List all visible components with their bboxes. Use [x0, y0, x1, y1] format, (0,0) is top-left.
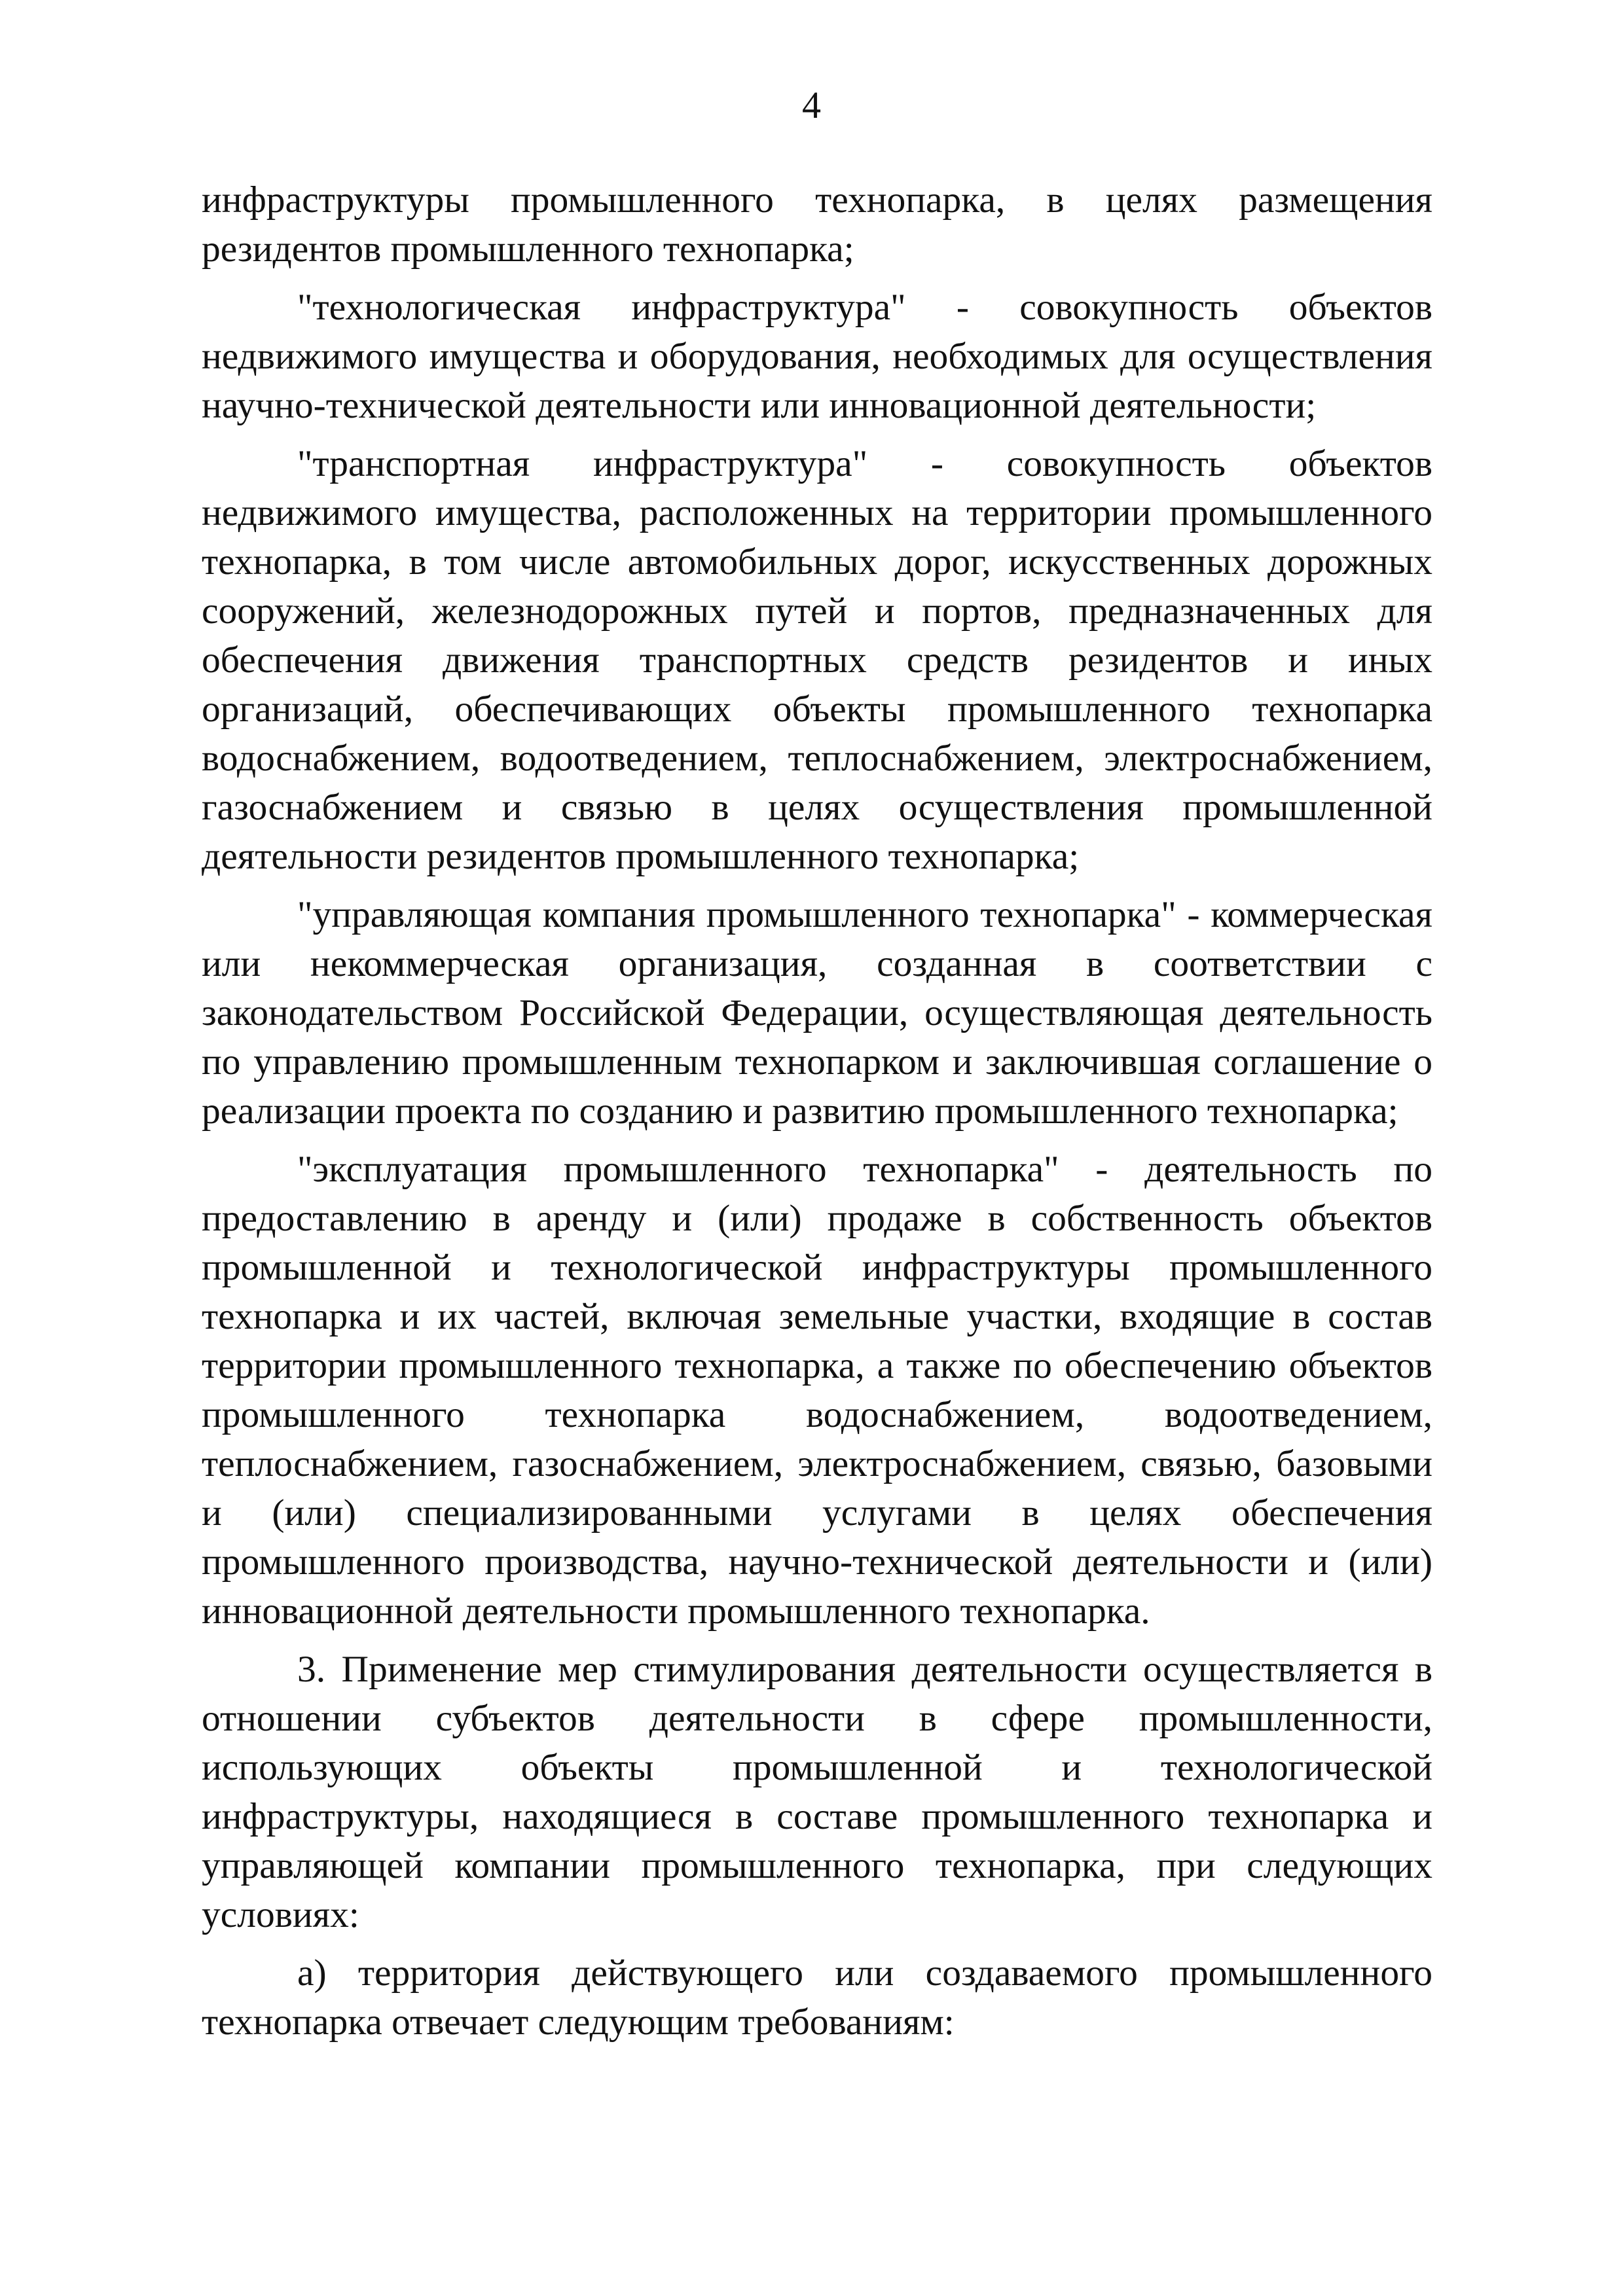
paragraph-management-company: "управляющая компания промышленного технопарка" - коммерческая или некоммерческая организация, созданная в соответствии с законодательством Российской Федерации, осуществляющая деятельность по управлению промышленным технопарком и заключившая соглашение о реализации проекта по созданию и развитию промышленного технопарка; [202, 894, 1432, 1132]
paragraph-technological-infrastructure: "технологическая инфраструктура" - совокупность объектов недвижимого имущества и оборудования, необходимых для осуществления научно-технической деятельности или инновационной деятельности; [202, 287, 1432, 426]
paragraph-infrastructure-continuation: инфраструктуры промышленного технопарка, в целях размещения резидентов промышленного технопарка; [202, 179, 1432, 270]
paragraph-item-3: 3. Применение мер стимулирования деятельности осуществляется в отношении субъектов деятельности в сфере промышленности, использующих объекты промышленной и технологической инфраструктуры, находящиеся в составе промышленного технопарка и управляющей компании промышленного технопарка, при следующих условиях: [202, 1649, 1432, 1935]
paragraph-item-3a: а) территория действующего или создаваемого промышленного технопарка отвечает следующим требованиям: [202, 1952, 1432, 2043]
paragraph-technopark-operation: "эксплуатация промышленного технопарка" - деятельность по предоставлению в аренду и (или) продаже в собственность объектов промышленной и технологической инфраструктуры промышленного технопарка и их частей, включая земельные участки, входящие в состав территории промышленного технопарка, а также по обеспечению объектов промышленного технопарка водоснабжением, водоотведением, теплоснабжением, газоснабжением, электроснабжением, связью, базовыми и (или) специализированными услугами в целях обеспечения промышленного производства, научно-технической деятельности и (или) инновационной деятельности промышленного технопарка. [202, 1149, 1432, 1632]
document-body [202, 175, 1432, 2047]
page-number: 4 [802, 84, 821, 126]
paragraph-transport-infrastructure: "транспортная инфраструктура" - совокупность объектов недвижимого имущества, расположенных на территории промышленного технопарка, в том числе автомобильных дорог, искусственных дорожных сооружений, железнодорожных путей и портов, предназначенных для обеспечения движения транспортных средств резидентов и иных организаций, обеспечивающих объекты промышленного технопарка водоснабжением, водоотведением, теплоснабжением, электроснабжением, газоснабжением и связью в целях осуществления промышленной деятельности резидентов промышленного технопарка; [202, 443, 1432, 877]
